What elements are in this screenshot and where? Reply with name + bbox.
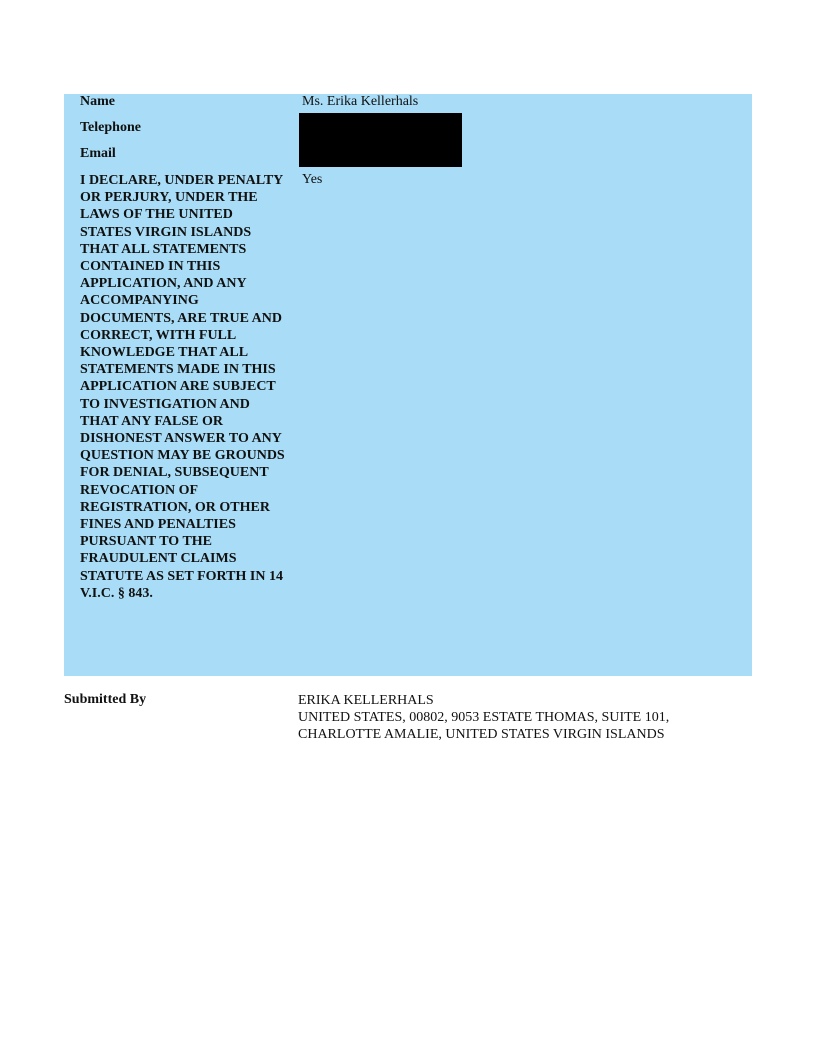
submitter-info [298, 692, 669, 743]
redacted-contact-block [299, 113, 462, 167]
email-label: Email [80, 146, 116, 161]
submitted-by-label: Submitted By [64, 692, 147, 707]
name-value: Ms. Erika Kellerhals [302, 94, 419, 109]
submitter-address-line-1: UNITED STATES, 00802, 9053 ESTATE THOMAS, SUITE 101, [298, 710, 670, 725]
submitter-name: ERIKA KELLERHALS [298, 693, 434, 708]
telephone-label: Telephone [80, 120, 141, 135]
application-form-panel [64, 94, 752, 676]
submitter-address-line-2: CHARLOTTE AMALIE, UNITED STATES VIRGIN ISLANDS [298, 727, 665, 742]
name-label: Name [80, 94, 115, 109]
declaration-value: Yes [302, 172, 323, 187]
declaration-label: I DECLARE, UNDER PENALTY OR PERJURY, UNDER THE LAWS OF THE UNITED STATES VIRGIN ISLANDS THAT ALL STATEMENTS CONTAINED IN THIS APPLICATION, AND ANY ACCOMPANYING DOCUMENTS, ARE TRUE AND CORRECT, WITH FULL KNOWLEDGE THAT ALL STATEMENTS MADE IN THIS APPLICATION ARE SUBJECT TO INVESTIGATION AND THAT ANY FALSE OR DISHONEST ANSWER TO ANY QUESTION MAY BE GROUNDS FOR DENIAL, SUBSEQUENT REVOCATION OF REGISTRATION, OR OTHER FINES AND PENALTIES PURSUANT TO THE FRAUDULENT CLAIMS STATUTE AS SET FORTH IN 14 V.I.C. § 843. [80, 173, 285, 601]
